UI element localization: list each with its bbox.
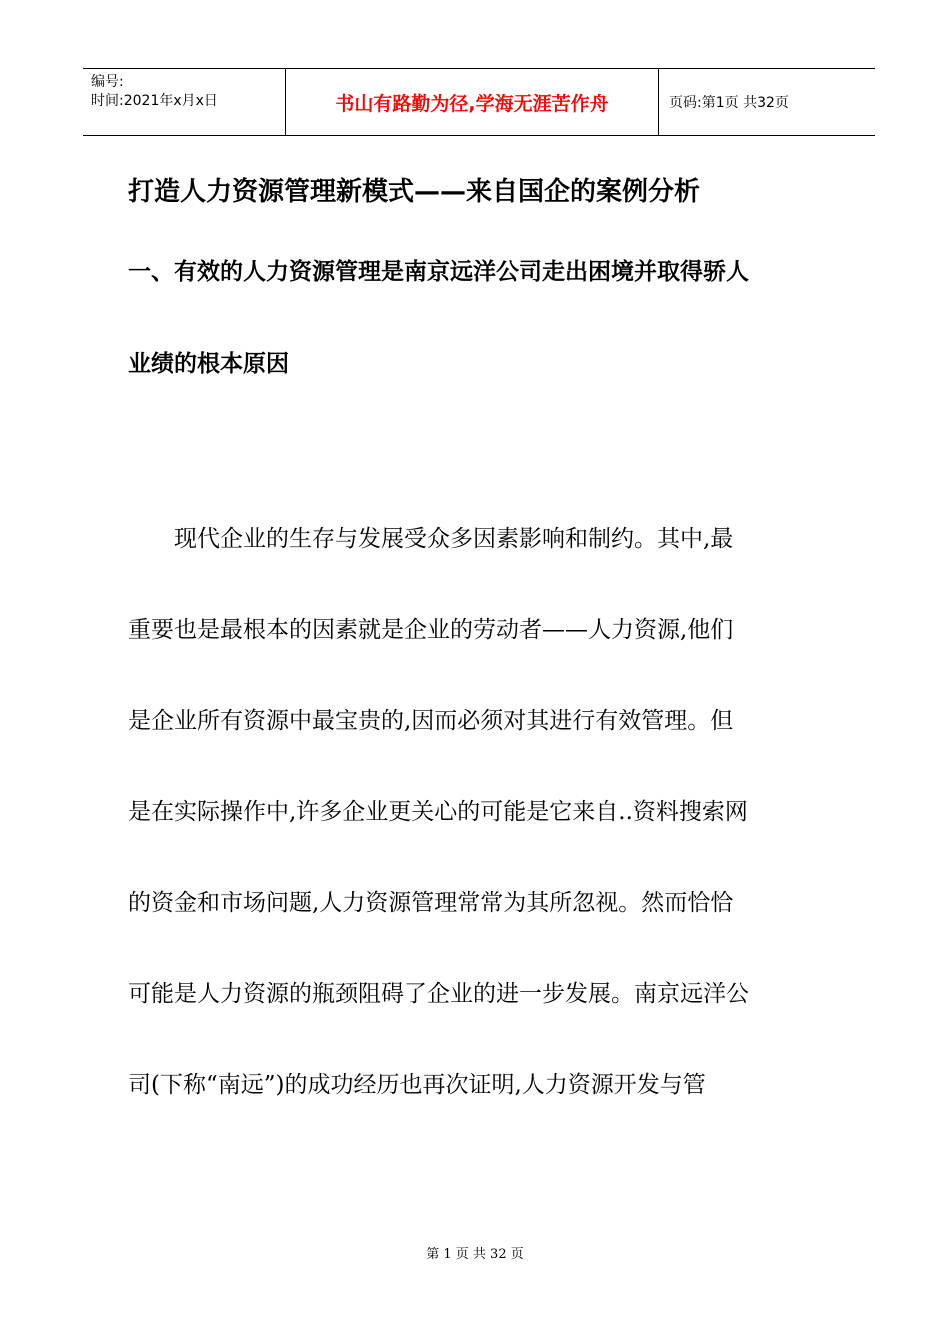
section-heading: [128, 249, 828, 387]
header-motto-cell: [286, 69, 659, 135]
footer-page-number: 第 1 页 共 32 页: [426, 1247, 524, 1262]
section-heading-line-1: 一、有效的人力资源管理是南京远洋公司走出困境并取得骄人: [128, 258, 749, 285]
motto-text: 书山有路勤为径,学海无涯苦作舟: [335, 92, 609, 115]
paragraph-line: 重要也是最根本的因素就是企业的劳动者——人力资源,他们: [128, 617, 734, 643]
paragraph-line: 是在实际操作中,许多企业更关心的可能是它来自..资料搜索网: [128, 799, 748, 825]
paragraph-line: 可能是人力资源的瓶颈阻碍了企业的进一步发展。南京远洋公: [128, 981, 749, 1007]
section-heading-line-2: 业绩的根本原因: [128, 350, 289, 377]
document-title: 打造人力资源管理新模式——来自国企的案例分析: [128, 177, 701, 207]
header-page-cell: [659, 69, 875, 135]
page-info: 页码:第1页 共32页: [669, 95, 789, 111]
page-footer: [0, 1245, 950, 1265]
document-header: [83, 68, 875, 136]
number-label: 编号:: [91, 74, 124, 90]
paragraph-line: 是企业所有资源中最宝贵的,因而必须对其进行有效管理。但: [128, 708, 734, 734]
paragraph-line: 的资金和市场问题,人力资源管理常常为其所忽视。然而恰恰: [128, 890, 734, 916]
paragraph-line: 现代企业的生存与发展受众多因素影响和制约。其中,最: [128, 526, 734, 552]
header-meta-cell: [83, 69, 286, 135]
body-paragraph: [128, 516, 838, 1108]
time-label: 时间:2021年x月x日: [91, 93, 218, 109]
paragraph-line: 司(下称“南远”)的成功经历也再次证明,人力资源开发与管: [128, 1072, 706, 1098]
